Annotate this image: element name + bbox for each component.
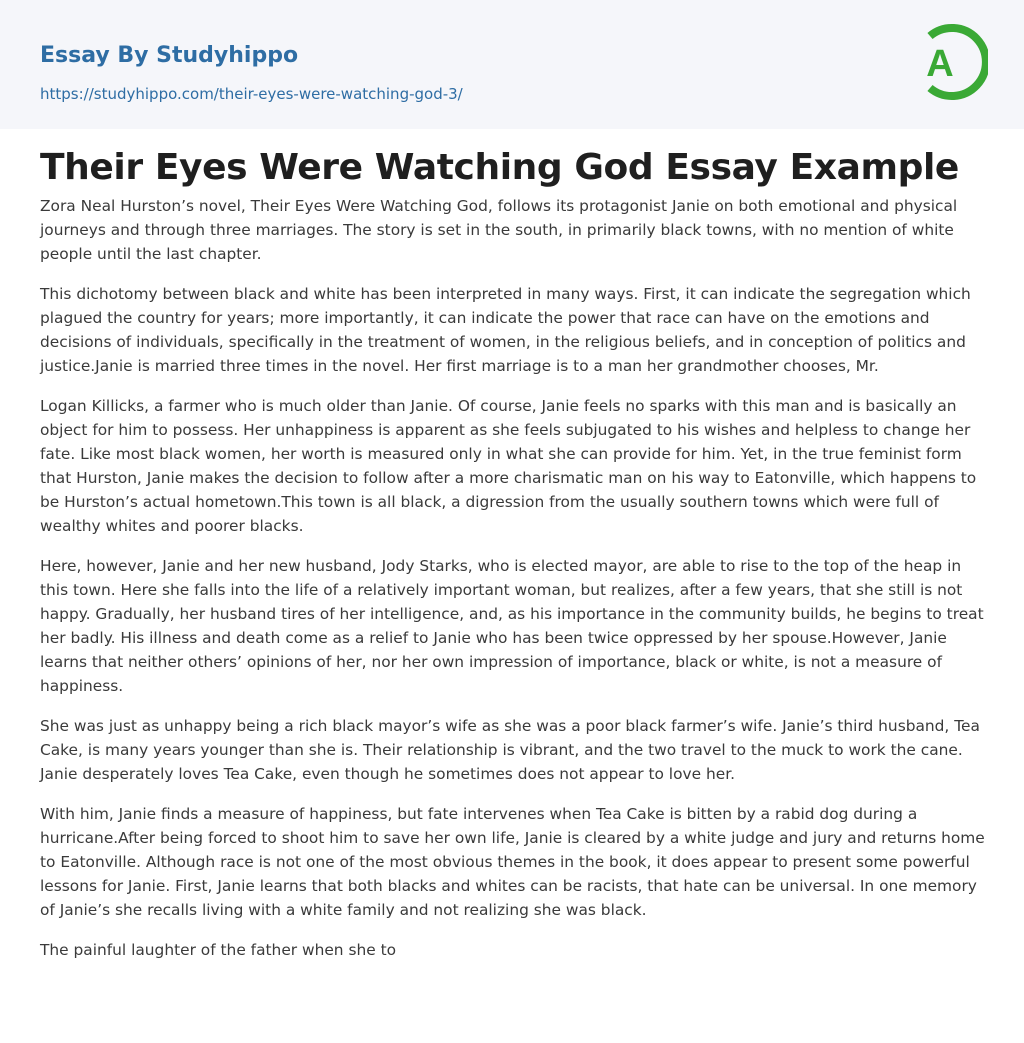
essay-paragraph-2: This dichotomy between black and white has been interpreted in many ways. First, it can indicate the segregation which plagued the country for years; more importantly, it can indicate the power that race can have on the emotions and decisions of individuals, specifically in the treatment of women, in the religious beliefs, and in conception of politics and justice.Janie is married three times in the novel. Her first marriage is to a man her grandmother chooses, Mr. (40, 285, 971, 375)
essay-paragraph-4: Here, however, Janie and her new husband, Jody Starks, who is elected mayor, are able to rise to the top of the heap in this town. Here she falls into the life of a relatively important woman, but realizes, after a few years, that she still is not happy. Gradually, her husband tires of her intelligence, and, as his importance in the community builds, he begins to treat her badly. His illness and death come as a relief to Janie who has been twice oppressed by her spouse.However, Janie learns that neither others’ opinions of her, nor her own impression of importance, black or white, is not a measure of happiness. (40, 557, 984, 695)
essay-paragraph-6: With him, Janie finds a measure of happiness, but fate intervenes when Tea Cake is bitten by a rabid dog during a hurricane.After being forced to shoot him to save her own life, Janie is cleared by a white judge and jury and returns home to Eatonville. Although race is not one of the most obvious themes in the book, it does appear to present some powerful lessons for Janie. First, Janie learns that both blacks and whites can be racists, that hate can be universal. In one memory of Janie’s she recalls living with a white family and not realizing she was black. (40, 805, 985, 919)
essay-paragraph-3: Logan Killicks, a farmer who is much older than Janie. Of course, Janie feels no sparks with this man and is basically an object for him to possess. Her unhappiness is apparent as she feels subjugated to his wishes and helpless to change her fate. Like most black women, her worth is measured only in what she can provide for him. Yet, in the true feminist form that Hurston, Janie makes the decision to follow after a more charismatic man on his way to Eatonville, which happens to be Hurston’s actual hometown.This town is all black, a digression from the usually southern towns which were full of wealthy whites and poorer blacks. (40, 397, 977, 535)
brand-title: Essay By Studyhippo (40, 43, 299, 68)
essay-body (40, 194, 986, 978)
site-header (0, 0, 1024, 129)
essay-paragraph-1: Zora Neal Hurston’s novel, Their Eyes Were Watching God, follows its protagonist Janie on both emotional and physical journeys and through three marriages. The story is set in the south, in primarily black towns, with no mention of white people until the last chapter. (40, 197, 958, 263)
essay-paragraph-7: The painful laughter of the father when she to (40, 941, 397, 959)
studyhippo-logo-icon[interactable] (908, 18, 988, 106)
page-title: Their Eyes Were Watching God Essay Example (40, 147, 959, 188)
source-url-link[interactable]: https://studyhippo.com/their-eyes-were-watching-god-3/ (40, 85, 463, 103)
essay-paragraph-5: She was just as unhappy being a rich black mayor’s wife as she was a poor black farmer’s wife. Janie’s third husband, Tea Cake, is many years younger than she is. Their relationship is vibrant, and the two travel to the muck to work the cane. Janie desperately loves Tea Cake, even though he sometimes does not appear to love her. (40, 717, 980, 783)
logo-letter: A (926, 43, 954, 85)
